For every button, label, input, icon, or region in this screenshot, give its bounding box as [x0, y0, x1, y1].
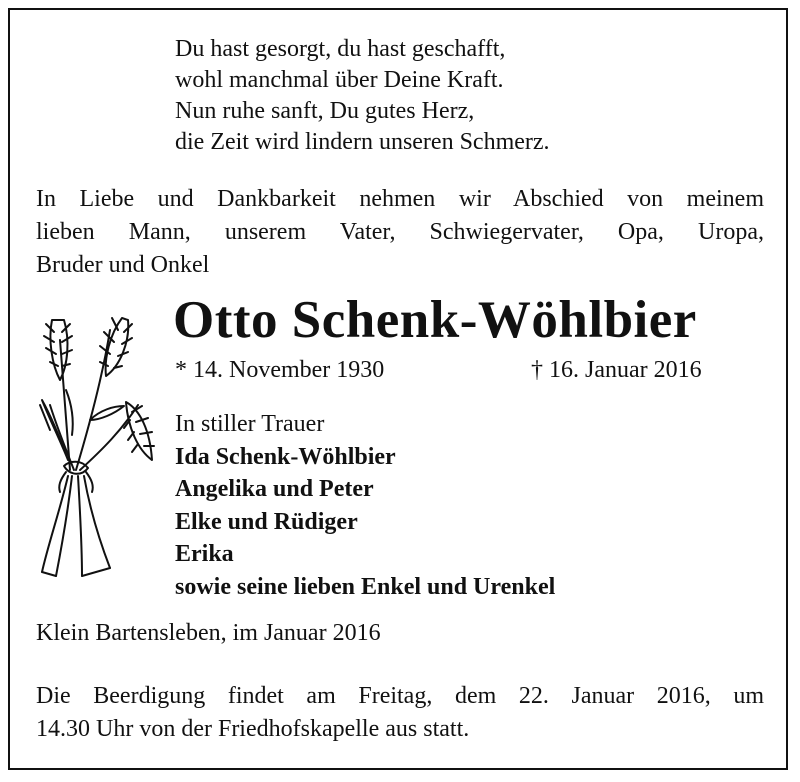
mourner-name: Angelika und Peter	[175, 476, 374, 502]
death-date: † 16. Januar 2016	[531, 357, 702, 383]
poem-line: die Zeit wird lindern unseren Schmerz.	[175, 129, 550, 155]
mourner-name: Ida Schenk-Wöhlbier	[175, 443, 396, 470]
mourner-name: Elke und Rüdiger	[175, 508, 358, 535]
farewell-line: lieben Mann, unserem Vater, Schwiegervater, Opa, Uropa,	[36, 219, 764, 245]
funeral-line: Die Beerdigung findet am Freitag, dem 22. Januar 2016, um	[36, 683, 764, 709]
funeral-line: 14.30 Uhr von der Friedhofskapelle aus statt.	[36, 716, 470, 742]
poem-line: Du hast gesorgt, du hast geschafft,	[175, 36, 506, 62]
farewell-line: Bruder und Onkel	[36, 252, 210, 278]
farewell-line: In Liebe und Dankbarkeit nehmen wir Abschied von meinem	[36, 186, 764, 212]
deceased-name: Otto Schenk-Wöhlbier	[173, 291, 697, 349]
mourner-name: sowie seine lieben Enkel und Urenkel	[175, 573, 556, 600]
poem	[175, 34, 550, 158]
poem-line: Nun ruhe sanft, Du gutes Herz,	[175, 98, 475, 124]
funeral-info	[36, 680, 764, 746]
poem-line: wohl manchmal über Deine Kraft.	[175, 67, 504, 93]
birth-date: * 14. November 1930	[175, 357, 385, 383]
place-date: Klein Bartensleben, im Januar 2016	[36, 620, 381, 646]
farewell-text	[36, 183, 764, 282]
mourners-heading: In stiller Trauer	[175, 411, 325, 437]
wheat-bundle-icon	[30, 310, 160, 580]
mourner-name: Erika	[175, 541, 234, 567]
mourners	[175, 408, 555, 603]
